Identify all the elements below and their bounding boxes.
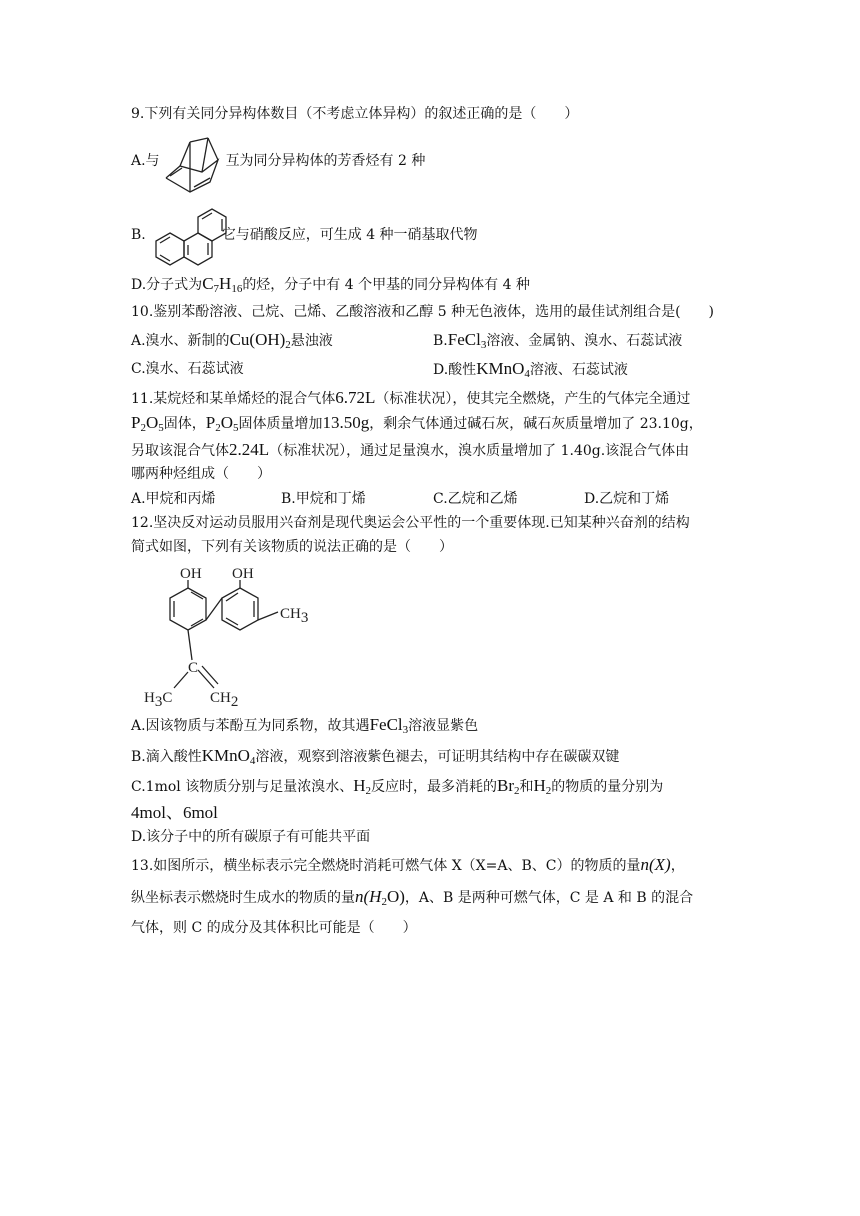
phenanthrene-structure [148, 203, 228, 267]
q12-option-b: B.滴入酸性KMnO$_4$溶液，观察到溶液紫色褪去，可证明其结构中存在碳碳双键 [131, 746, 620, 767]
q11-option-a: A.甲烷和丙烯 [131, 491, 216, 507]
mol-oh-right-label: OH [232, 566, 254, 582]
q9-option-a: A.与 互为同分异构体的芳香烃有 2 种 [131, 153, 426, 169]
stimulant-structure [140, 560, 330, 710]
bicyclic-diene-structure [160, 132, 228, 194]
q12-line-1: 12.坚决反对运动员服用兴奋剂是现代奥运会公平性的一个重要体现.已知某种兴奋剂的结构 [131, 515, 690, 531]
q10-option-d: D.酸性KMnO$_4$溶液、石蕊试液 [433, 359, 628, 380]
q12-option-c-cont: 4mol、6mol [131, 803, 218, 822]
q10-option-b: B.FeCl$_3$溶液、金属钠、溴水、石蕊试液 [433, 330, 683, 351]
q13-line-3: 气体，则 C 的成分及其体积比可能是（ ） [131, 920, 417, 936]
q11-option-c: C.乙烷和乙烯 [433, 491, 518, 507]
q12-line-2: 简式如图，下列有关该物质的说法正确的是（ ） [131, 539, 453, 555]
mol-oh-left-label: OH [180, 566, 202, 582]
mol-ch3-label: CH3 [280, 606, 309, 626]
q11-option-d: D.乙烷和丁烯 [584, 491, 670, 507]
q10-option-a: A.溴水、新制的$Cu(OH)_2$悬浊液 [131, 330, 333, 351]
q12-option-c: C.1mol 该物质分别与足量浓溴水、$H_2$反应时，最多消耗的$Br_2$和$H_2$的物质的量分别为 [131, 776, 664, 797]
mol-c-label: C [188, 660, 199, 676]
mol-h3c-label: H3C [144, 690, 173, 710]
q12-option-d: D.该分子中的所有碳原子有可能共平面 [131, 829, 371, 845]
mol-ch2-label: CH2 [210, 690, 239, 710]
q12-option-a: A.因该物质与苯酚互为同系物，故其遇FeCl$_3$溶液显紫色 [131, 715, 479, 736]
q11-line-2: $P_2O_5$固体，$P_2O_5$固体质量增加13.50g，剩余气体通过碱石灰，碱石灰质量增加了 23.10g， [131, 413, 703, 434]
q9-option-b: B. 它与硝酸反应，可生成 4 种一硝基取代物 [131, 227, 478, 243]
q10-stem: 10.鉴别苯酚溶液、己烷、己烯、乙酸溶液和乙醇 5 种无色液体，选用的最佳试剂组合是( ) [131, 304, 714, 320]
q10-option-c: C.溴水、石蕊试液 [131, 361, 244, 377]
q13-line-2: 纵坐标表示燃烧时生成水的物质的量$n(H_2O)$，A、B 是两种可燃气体，C 是 A 和 B 的混合 [131, 887, 694, 908]
q9-stem: 9.下列有关同分异构体数目（不考虑立体异构）的叙述正确的是（ ） [131, 106, 579, 122]
q11-line-3: 另取该混合气体2.24L（标准状况），通过足量溴水，溴水质量增加了 1.40g.该混合气体由 [131, 440, 690, 459]
q11-option-b: B.甲烷和丁烯 [281, 491, 366, 507]
q13-line-1: 13.如图所示，横坐标表示完全燃烧时消耗可燃气体 X（X=A、B、C）的物质的量n(X)， [131, 855, 685, 874]
q11-line-1: 11.某烷烃和某单烯烃的混合气体6.72L（标准状况），使其完全燃烧，产生的气体完全通过 [131, 388, 691, 407]
q9-option-d: D.分子式为$C_7H_{16}$的烃，分子中有 4 个甲基的同分异构体有 4 种 [131, 274, 530, 295]
q11-line-4: 哪两种烃组成（ ） [131, 466, 271, 482]
